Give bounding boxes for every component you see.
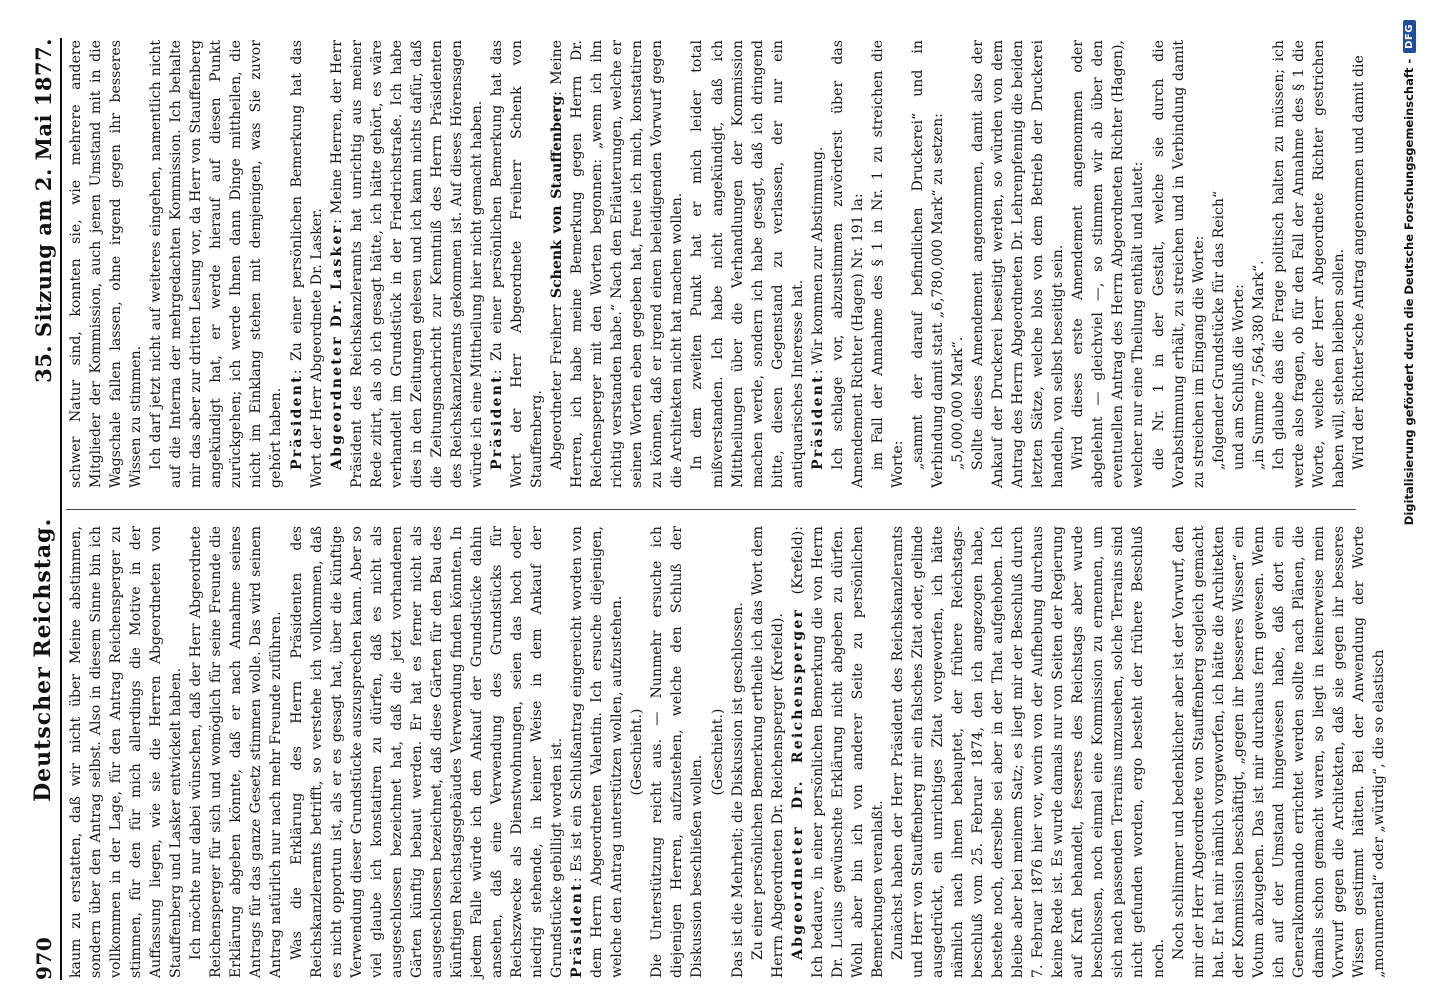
page-header [22, 38, 62, 980]
paragraph: „sammt der darauf befindlichen Druckerei“ und in Verbindung damit statt „6,780,000 Mark“ zu setzen: [909, 40, 947, 488]
paragraph: Wird dieses erste Amendement angenommen oder abgelehnt — gleichviel —, so stimmen wir ab über den eventuellen Antrag des Herrn Abgeordneten Richter (Hagen), welcher nur eine Theilung enthält und lautet: [1070, 40, 1147, 488]
paragraph: Ich möchte nur dabei wünschen, daß der Herr Abgeordnete Reichensperger für sich und womöglich für seine Freunde die Erklärung abgeben könnte, daß er nach Annahme seines Antrags für das ganze Gesetz stimmen wolle. Das wird seinem Antrag natürlich nur nach mehr Freunde zuführen. [188, 526, 285, 978]
paragraph: kaum zu erstatten, daß wir nicht über Meine abstimmen, sondern über den Antrag selbst. Also in diesem Sinne bin ich vollkommen in der Lage, für den Antrag Reichensperger zu stimmen, für den für mich allerdings die Motive in der Auffassung liegen, wie sie die Herren Abgeordneten von Stauffenberg und Lasker entwickelt haben. [68, 526, 185, 978]
paragraph: „in Summe 7,564,380 Mark“. [1250, 260, 1267, 470]
paragraph: Zunächst haben der Herr Präsident des Reichskanzleramts und Herr von Stauffenberg mir ein falsches Zitat oder, gelinde ausgedrückt, ein unrichtiges Zitat vorgeworfen, ich hätte nämlich nach ihnen behauptet, der frühere Reichstags-beschluß vom 25. Februar 1874, den ich angezogen habe, bestehe noch, derselbe sei aber in der That aufgehoben. Ich bleibe aber bei meinem Satz; es liegt mir der Beschluß durch 7. Februar 1876 hier vor, worin von der Aufhebung durchaus keine Rede ist. Es wurde damals nur von Seiten der Regierung auf Kraft behandelt, fesseres des Reichstags aber wurde beschlossen, noch einmal eine Kommission zu ernennen, um sich nach passenden Terrains umzusehen, solche Terrains sind nicht gefunden worden, ergo besteht der frühere Beschluß noch. [889, 526, 1167, 978]
paragraph: Zu einer persönlichen Bemerkung ertheile ich das Wort dem Herrn Abgeordneten Dr. Reichensperger (Krefeld). [749, 526, 786, 978]
page-number: 970 [32, 936, 56, 980]
column-divider [66, 509, 1356, 510]
paragraph: Präsident: Wir kommen zur Abstimmung. [809, 146, 826, 470]
paragraph: „5,000,000 Mark“. [950, 336, 967, 470]
paragraph: Ich schlage vor, abzustimmen zuvörderst über das Amendement Richter (Hagen) Nr. 191 la: [829, 40, 866, 488]
paragraph: (Geschieht.) [709, 708, 726, 796]
paragraph: die Nr. 1 in der Gestalt, welche sie durch die Vorabstimmung erhält, zu streichen und in Verbindung damit zu streichen im Eingang die Worte: [1150, 40, 1207, 488]
paragraph: Noch schlimmer und bedenklicher aber ist der Vorwurf, den mir der Herr Abgeordnete von Stauffenberg sogleich gemacht hat. Er hat mir nämlich vorgeworfen, ich hätte die Architekten der Kommission beschäftigt, „gegen ihr besseres Wissen“ ein Votum abzugeben. Das ist mir durchaus fern gewesen. Wenn ich auf der Umstand hingewiesen habe, daß dort ein Generalkommando errichtet werden sollte nach Plänen, die damals schon gemacht waren, so liegt in keinerweise mein Vorwurf gegen die Architekten, daß sie gegen ihr besseres Wissen gestimmt hätten. Bei der Anwendung der Worte „monumental“ oder „würdig“, die so elastisch [1170, 526, 1388, 978]
digitization-credit [1398, 20, 1420, 860]
paragraph: Wird der Richter'sche Antrag angenommen und damit die [1351, 55, 1367, 470]
paragraph: Ich darf jetzt nicht auf weiteres eingehen, namentlich nicht auf die Interna der mehrgedachten Kommission. Ich behalte mir das aber zur dritten Lesung vor, da Herr von Stauffenberg angekündigt hat, er werde hierauf auf diesen Punkt zurückgehen; ich werde Ihnen dann Dinge mittheilen, die nicht im Einklang stehen mit demjenigen, was Sie zuvor gehört haben. [148, 40, 285, 488]
credit-text: Digitalisierung gefördert durch die Deutsche Forschungsgemeinschaft - [1402, 58, 1416, 526]
paragraph: Sollte dieses Amendement angenommen, damit also der Ankauf der Druckerei beseitigt werden, so würden von dem Antrag des Herrn Abgeordneten Dr. Lehrenpfennig die beiden letzten Sätze, welche blos von dem Betrieb der Druckerei handeln, von selbst beseitigt sein. [970, 40, 1067, 488]
paragraph: im Fall der Annahme des § 1 in Nr. 1 zu streichen die Worte: [869, 40, 906, 488]
paragraph: Die Unterstützung reicht aus. — Nunmehr ersuche ich diejenigen Herren, aufzustehen, welche den Schluß der Diskussion beschließen wollen. [649, 526, 706, 978]
page-title: Deutscher Reichstag. [30, 517, 56, 802]
paragraph: Präsident: Zu einer persönlichen Bemerkung hat das Wort der Herr Abgeordnete Freiherr Schenk von Stauffenberg. [488, 40, 546, 488]
paragraph: (Geschieht.) [629, 708, 646, 796]
paragraph: und am Schluß die Worte: [1230, 284, 1247, 470]
paragraph: „folgender Grundstücke für das Reich“ [1210, 190, 1227, 470]
paragraph: Präsident: Es ist ein Schlußantrag eingereicht worden von dem Herrn Abgeordneten Valentin. Ich ersuche diejenigen, welche den Antrag unterstützen wollen, aufzustehen. [569, 526, 626, 978]
paragraph: Präsident: Zu einer persönlichen Bemerkung hat das Wort der Herr Abgeordnete Dr. Lasker. [288, 40, 325, 488]
paragraph: Das ist die Mehrheit; die Diskussion ist geschlossen. [729, 602, 746, 978]
paragraph: Ich glaube das die Frage politisch halten zu müssen; ich werde also fragen, ob für den Fall der Annahme des § 1 die Worte, welche der Herr Abgeordnete Richter gestrichen haben will, stehen bleiben sollen. [1270, 40, 1347, 488]
right-text-column [66, 39, 1367, 488]
paragraph: schwer Natur sind, konnten sie, wie mehrere andere Mitglieder der Kommission, auch jenen Umstand mit in die Wagschale fallen lassen, ohne irgend gegen ihr besseres Wissen zu stimmen. [68, 40, 145, 488]
paragraph: Abgeordneter Freiherr Schenk von Stauffenberg: Meine Herren, ich habe meine Bemerkung gegen Herrn Dr. Reichensperger mit den Worten begonnen: „wenn ich ihn richtig verstanden habe.“ Nach den Erläuterungen, welche er seinen Worten eben gegeben hat, freue ich mich, konstatiren zu können, daß er irgend einen beleidigenden Vorwurf gegen die Architekten nicht hat machen wollen. [549, 39, 686, 488]
dfg-logo: DFG [1403, 20, 1416, 53]
left-text-column [66, 525, 1388, 978]
session-date: 35. Sitzung am 2. Mai 1877. [31, 38, 56, 383]
paragraph: Abgeordneter Dr. Reichensperger (Krefeld): Ich bedaure, in einer persönlichen Bemerkung die von Herrn Dr. Lucius gewünschte Erklärung nicht abgeben zu dürfen. Wohl aber bin ich von anderer Seite zu persönlichen Bemerkungen veranlaßt. [789, 525, 886, 978]
paragraph: Abgeordneter Dr. Lasker: Meine Herren, der Herr Präsident des Reichskanzleramts hat unrichtig aus meiner Rede zitirt, als ob ich gesagt hätte, ich hätte gehört, es wäre verhandelt im Grundstück in der Friedrichstraße. Ich habe dies in den Zeitungen gelesen und ich kann nichts dafür, daß die Zeitungsnachricht zur Kenntniß des Herrn Präsidenten des Reichskanzleramts gekommen ist. Auf dieses Hörensagen würde ich eine Mittheilung hier nicht gemacht haben. [328, 39, 485, 488]
paragraph: Was die Erklärung des Herrn Präsidenten des Reichskanzleramts betrifft, so verstehe ich vollkommen, daß es nicht opportun ist, als er es gesagt hat, über die künftige Verwendung dieser Grundstücke auszusprechen kann. Aber so viel glaube ich konstatiren zu dürfen, daß es nicht als ausgeschlossen bezeichnet hat, daß die jetzt vorhandenen Gärten künftig bebaut werden. Er hat es ferner nicht als ausgeschlossen bezeichnet, daß diese Gärten für den Bau des künftigen Reichstagsgebäudes Verwendung finden könnten. In jedem Falle würde ich den Ankauf der Grundstücke dahin ansehen, daß eine Verwendung des Grundstücks für Reichszwecke als Dienstwohnungen, seien das hoch oder niedrig stehende, in keiner Weise in dem Ankauf der Grundstücke gebilligt worden ist. [288, 526, 566, 978]
paragraph: In dem zweiten Punkt hat er mich leider total mißverstanden. Ich habe nicht angekündigt, daß ich Mittheilungen über die Verhandlungen der Kommission machen werde, sondern ich habe gesagt, daß ich dringend bitte, diesen Gegenstand zu verlassen, der nur ein antiquarisches Interesse hat. [689, 40, 806, 488]
